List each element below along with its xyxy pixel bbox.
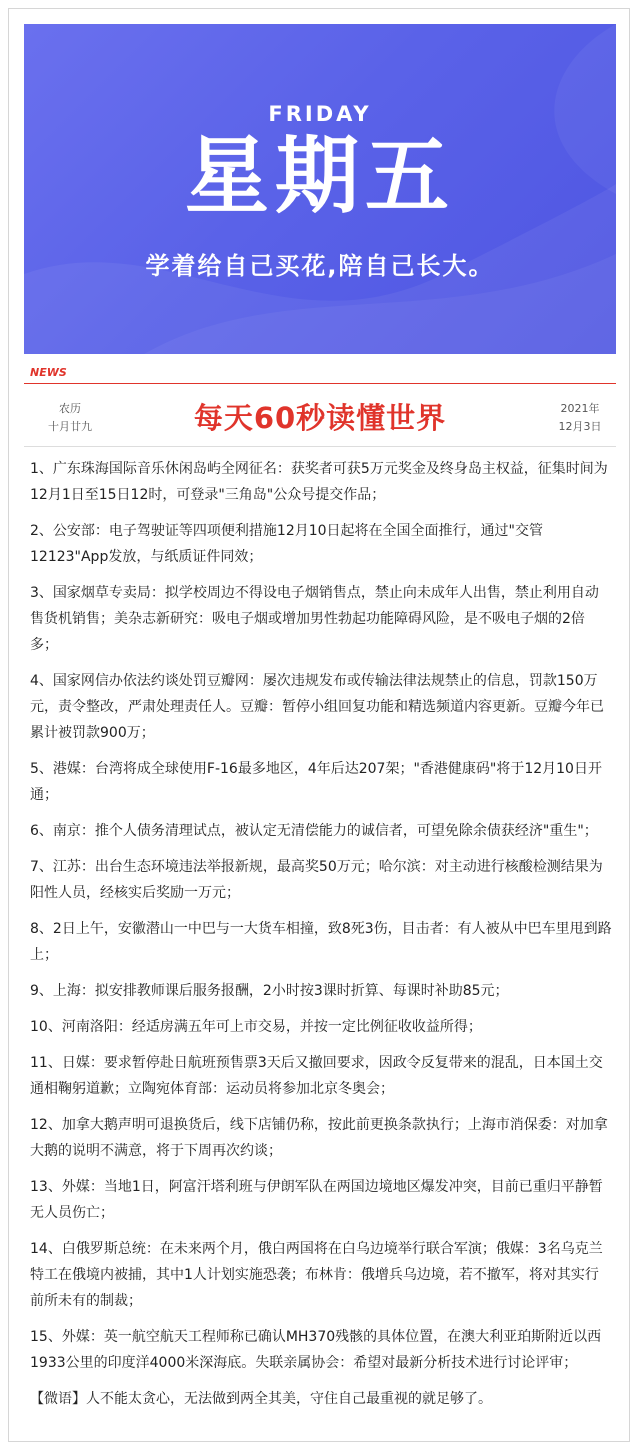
date-month-day: 12月3日	[558, 420, 602, 433]
gregorian-date-block	[540, 400, 620, 436]
news-tag: NEWS	[30, 366, 67, 379]
weekday-chinese: 星期五	[184, 127, 455, 225]
news-item: 11、日媒：要求暂停赴日航班预售票3天后又撤回要求，因政令反复带来的混乱，日本国土交通相鞠躬道歉；立陶宛体育部：运动员将参加北京冬奥会；	[30, 1055, 603, 1097]
news-item: 1、广东珠海国际音乐休闲岛屿全网征名：获奖者可获5万元奖金及终身岛主权益，征集时间为12月1日至15日12时，可登录"三角岛"公众号提交作品；	[30, 461, 608, 503]
header-divider	[24, 446, 616, 447]
lunar-date: 十月廿九	[48, 420, 92, 433]
news-item: 10、河南洛阳：经适房满五年可上市交易，并按一定比例征收收益所得；	[30, 1019, 482, 1035]
lunar-label: 农历	[59, 402, 81, 415]
news-item: 3、国家烟草专卖局：拟学校周边不得设电子烟销售点，禁止向未成年人出售，禁止利用自动售货机销售；美杂志新研究：吸电子烟或增加男性勃起功能障碍风险，是不吸电子烟的2倍多；	[30, 585, 599, 653]
banner-slogan: 学着给自己买花,陪自己长大。	[145, 252, 495, 280]
news-item: 14、白俄罗斯总统：在未来两个月，俄白两国将在白乌边境举行联合军演；俄媒：3名乌克兰特工在俄境内被捕，其中1人计划实施恐袭；布林肯：俄增兵乌边境，若不撤军，将对其实行前所未有的制裁；	[30, 1241, 603, 1309]
news-item: 5、港媒：台湾将成全球使用F-16最多地区，4年后达207架；"香港健康码"将于12月10日开通；	[30, 761, 602, 803]
news-item: 13、外媒：当地1日，阿富汗塔利班与伊朗军队在两国边境地区爆发冲突，目前已重归平静暂无人员伤亡；	[30, 1179, 603, 1221]
date-banner	[24, 24, 616, 354]
news-item: 4、国家网信办依法约谈处罚豆瓣网：屡次违规发布或传输法律法规禁止的信息，罚款150万元，责令整改，严肃处理责任人。豆瓣：暂停小组回复功能和精选频道内容更新。豆瓣今年已累计被罚款900万；	[30, 673, 604, 741]
news-item: 9、上海：拟安排教师课后服务报酬，2小时按3课时折算、每课时补助85元；	[30, 983, 509, 999]
daily-quote: 【微语】人不能太贪心，无法做到两全其美，守住自己最重视的就足够了。	[30, 1391, 492, 1407]
date-year: 2021年	[560, 402, 600, 415]
page-title: 每天60秒读懂世界	[193, 401, 447, 435]
news-item: 8、2日上午，安徽潜山一中巴与一大货车相撞，致8死3伤，目击者：有人被从中巴车里甩到路上；	[30, 921, 612, 963]
news-divider	[24, 383, 616, 384]
news-item: 12、加拿大鹅声明可退换货后，线下店铺仍称，按此前更换条款执行；上海市消保委：对加拿大鹅的说明不满意，将于下周再次约谈；	[30, 1117, 608, 1159]
news-item: 7、江苏：出台生态环境违法举报新规，最高奖50万元；哈尔滨：对主动进行核酸检测结果为阳性人员，经核实后奖励一万元；	[30, 859, 603, 901]
news-item: 15、外媒：英一航空航天工程师称已确认MH370残骸的具体位置，在澳大利亚珀斯附近以西1933公里的印度洋4000米深海底。失联亲属协会：希望对最新分析技术进行讨论评审；	[30, 1329, 602, 1371]
weekday-english: FRIDAY	[268, 102, 372, 126]
news-item: 6、南京：推个人债务清理试点，被认定无清偿能力的诚信者，可望免除余债获经济"重生"；	[30, 823, 598, 839]
news-list	[30, 456, 612, 1422]
news-item: 2、公安部：电子驾驶证等四项便利措施12月10日起将在全国全面推行，通过"交管12123"App发放，与纸质证件同效；	[30, 523, 543, 565]
